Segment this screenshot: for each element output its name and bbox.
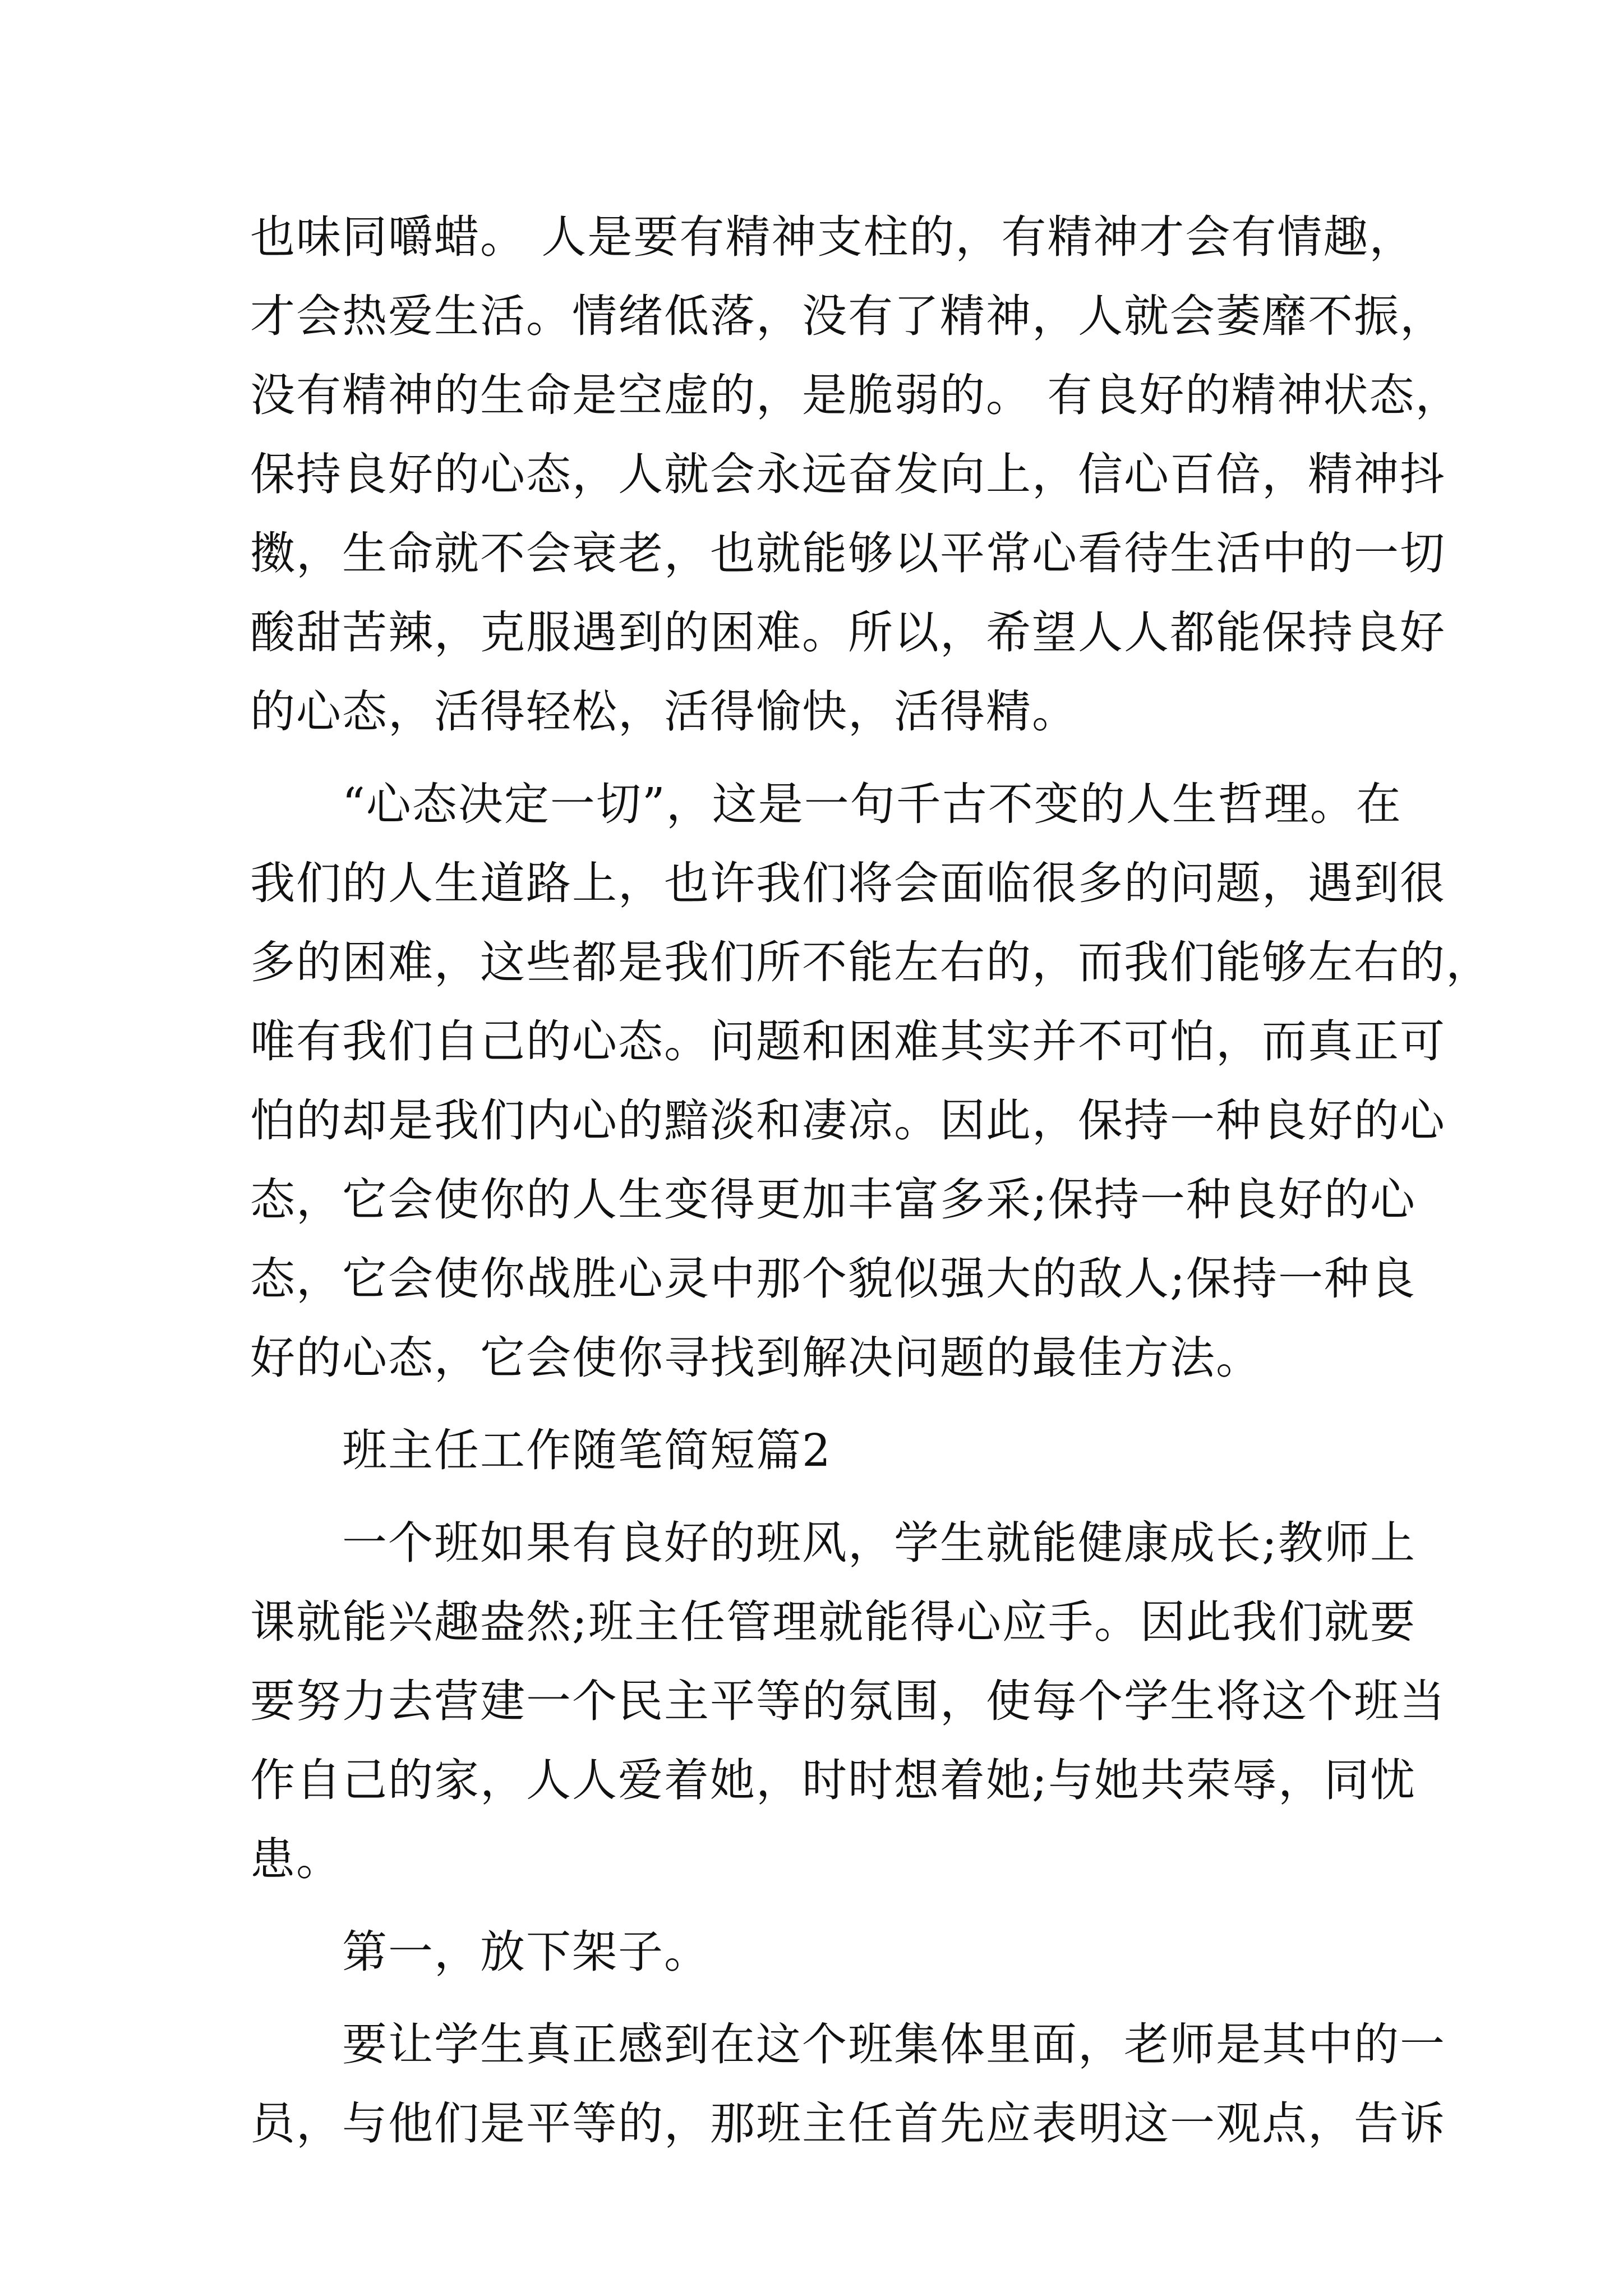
paragraph-spirit — [250, 197, 1461, 751]
paragraph-first-point — [250, 1912, 1394, 1991]
document-body — [250, 197, 1492, 2163]
text-line: 第一，放下架子。 — [250, 1926, 710, 1978]
text-line: 作自己的家，人人爱着她，时时想着她;与她共荣辱，同忧 — [250, 1754, 1416, 1806]
text-line: 我们的人生道路上，也许我们将会面临很多的问题，遇到很 — [250, 857, 1446, 909]
text-line: 要努力去营建一个民主平等的氛围，使每个学生将这个班当 — [250, 1675, 1446, 1727]
text-line: 好的心态，它会使你寻找到解决问题的最佳方法。 — [250, 1332, 1262, 1384]
text-line: 态，它会使你的人生变得更加丰富多采;保持一种良好的心 — [250, 1174, 1416, 1226]
text-line: 酸甜苦辣，克服遇到的困难。所以，希望人人都能保持良好 — [250, 606, 1446, 659]
text-line: 态，它会使你战胜心灵中那个貌似强大的敌人;保持一种良 — [250, 1253, 1416, 1305]
text-line: 没有精神的生命是空虚的，是脆弱的。 有良好的精神状态， — [250, 369, 1461, 421]
paragraph-equality — [250, 2005, 1446, 2163]
text-line: 的心态，活得轻松，活得愉快，活得精。 — [250, 685, 1078, 738]
text-line: 要让学生真正感到在这个班集体里面，老师是其中的一 — [250, 2018, 1446, 2070]
text-line: 擞，生命就不会衰老，也就能够以平常心看待生活中的一切 — [250, 527, 1446, 579]
text-line: 员，与他们是平等的，那班主任首先应表明这一观点，告诉 — [250, 2097, 1446, 2150]
text-line: “心态决定一切”，这是一句千古不变的人生哲理。在 — [250, 778, 1402, 830]
text-line: 也味同嚼蜡。 人是要有精神支柱的，有精神才会有情趣， — [250, 211, 1415, 263]
paragraph-spacer — [250, 1899, 1394, 1912]
text-line: 怕的却是我们内心的黯淡和凄凉。因此，保持一种良好的心 — [250, 1094, 1446, 1147]
paragraph-attitude — [250, 765, 1492, 1397]
text-line: 才会热爱生活。情绪低落，没有了精神，人就会萎靡不振， — [250, 290, 1446, 342]
paragraph-spacer — [250, 1490, 1394, 1503]
text-line: 多的困难，这些都是我们所不能左右的，而我们能够左右的， — [250, 936, 1492, 988]
text-line: 唯有我们自己的心态。问题和困难其实并不可怕，而真正可 — [250, 1015, 1446, 1068]
text-line: 课就能兴趣盎然;班主任管理就能得心应手。因此我们就要 — [250, 1596, 1416, 1648]
paragraph-spacer — [250, 1397, 1394, 1411]
text-line: 患。 — [250, 1833, 342, 1885]
paragraph-spacer — [250, 751, 1394, 765]
paragraph-spacer — [250, 1991, 1394, 2005]
text-line: 保持良好的心态，人就会永远奋发向上，信心百倍，精神抖 — [250, 448, 1446, 500]
heading-line: 班主任工作随笔简短篇2 — [250, 1424, 832, 1476]
text-line: 一个班如果有良好的班风，学生就能健康成长;教师上 — [250, 1517, 1416, 1569]
paragraph-class-spirit — [250, 1503, 1446, 1899]
section-heading — [250, 1411, 1394, 1490]
